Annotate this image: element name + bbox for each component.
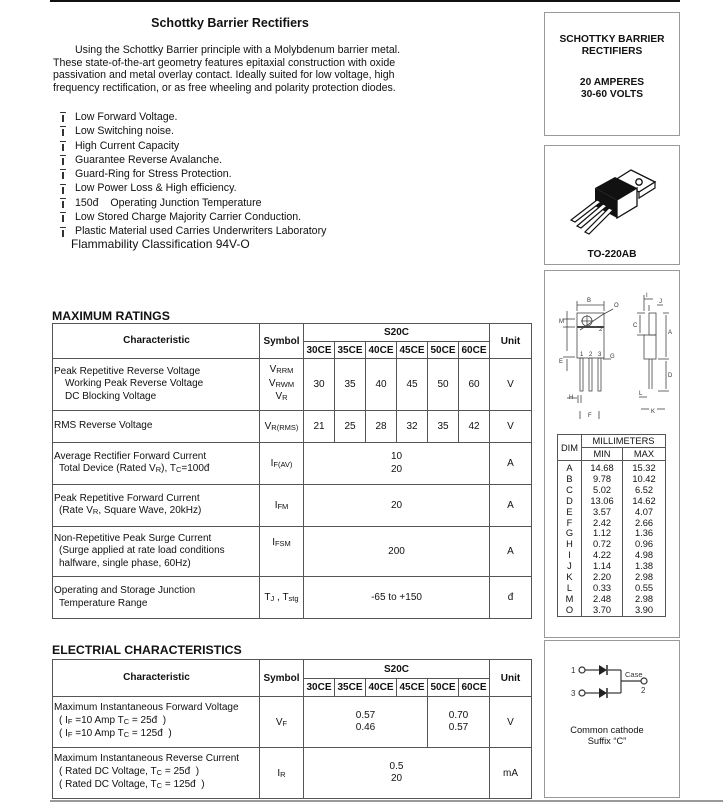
svg-text:K: K [651,409,656,415]
col-part: 60CE [459,342,490,359]
svg-text:F: F [588,413,592,419]
summary-line: 30-60 VOLTS [580,89,644,100]
feature-item [60,210,326,224]
min-cell: 2.48 [592,593,612,604]
min-cell: 13.06 [590,495,614,506]
dim-cell: A [566,463,573,473]
feature-list [60,110,326,239]
symbol-cell: $V_F$ [260,697,304,748]
min-cell: 2.20 [592,572,612,583]
value-cell: 0.57 0.46 [304,697,428,748]
symbol-cell: $V_{R(RMS)}$ [260,411,304,443]
bullet-icon [60,212,66,222]
schematic-box [544,640,680,798]
unit-cell: A [490,485,532,527]
caption-line: Suffix “C” [587,736,627,746]
value-cell: 200 [304,527,490,577]
dim-cell: F [566,517,573,528]
symbol-cell: $I_{FSM}$ [260,527,304,577]
summary-box [544,12,680,136]
value-cell: 60 [459,359,490,411]
intro-text: Using the Schottky Barrier principle with a Molybdenum barrier metal. These state-of-the-art geometry features epitaxial construction with oxide passivation and metal overlay contact. Ideally suited for low voltage, high frequency rectification, or as free wheeling and polarity protection diodes. [53,44,401,95]
char-text: ( $I_F =10$ Amp $T_C$ = 25đ ) [59,714,167,726]
bullet-icon [60,198,66,208]
feature-text: Plastic Material used Carries Underwriters Laboratory [75,225,327,238]
col-group: S20C [304,324,490,342]
table-row [53,359,532,411]
char-text: Average Rectifier Forward Current [54,450,207,462]
dim-cell: L [566,582,573,593]
unit-cell: A [490,527,532,577]
min-cell: 14.68 [590,463,614,473]
min-cell: 1.12 [592,528,612,539]
bottom-rule [50,800,723,802]
value-cell: 35 [428,411,459,443]
bullet-icon [60,184,66,194]
svg-text:O: O [614,303,619,309]
value-cell: 40 [366,359,397,411]
max-ratings-table [52,323,532,619]
char-text: Peak Repetitive Forward Current [54,492,200,504]
schematic-caption [547,725,667,747]
bullet-icon [60,126,66,136]
svg-text:C: C [633,323,638,329]
max-cell: 10.42 [632,473,656,484]
min-cell: 4.22 [592,550,612,561]
millimeters-header: MILLIMETERS [582,435,666,448]
char-text: Peak Repetitive Reverse Voltage [54,365,201,377]
svg-text:1: 1 [580,352,584,358]
value-cell: 28 [366,411,397,443]
summary-line: 20 AMPERES [579,77,645,88]
bullet-icon [60,112,66,122]
dim-cell: O [565,604,574,615]
char-text: ( Rated DC Voltage, $T_C$ = 125đ ) [59,779,205,791]
symbol-cell: $V_{RRM}$ $V_{RWM}$ $V_R$ [260,359,304,411]
max-cell: 4.07 [634,506,654,517]
max-header: MAX [623,448,666,461]
dim-cell: K [566,572,573,583]
min-cell: 3.57 [592,506,612,517]
table-row [53,527,532,577]
feature-item [60,153,326,167]
max-cell: 2.66 [634,517,654,528]
max-cell: 6.52 [634,484,654,495]
max-cell: 1.36 [634,528,654,539]
max-cell: 15.32 [632,463,656,473]
col-symbol: Symbol [260,324,304,359]
value-cell: 45 [397,359,428,411]
svg-text:J: J [659,299,662,305]
value-cell: 30 [304,359,335,411]
package-box [544,145,680,265]
value-cell: 32 [397,411,428,443]
svg-text:D: D [668,373,673,379]
top-rule [50,0,680,2]
svg-text:2: 2 [599,327,603,333]
col-part: 35CE [335,679,366,697]
summary-line: SCHOTTKY BARRIER [559,34,665,45]
symbol-cell: $I_{F(AV)}$ [260,443,304,485]
electrical-title: ELECTRIAL CHARACTERISTICS [52,643,242,657]
col-group: S20C [304,660,490,679]
char-text: halfware, single phase, 60Hz) [59,557,191,569]
table-row [53,443,532,485]
svg-text:E: E [559,359,564,365]
unit-cell: V [490,697,532,748]
bullet-icon [60,155,66,165]
feature-item [60,181,326,195]
svg-text:L: L [639,391,643,397]
char-text: (Surge applied at rate load conditions [59,545,225,557]
max-cell: 0.55 [634,582,654,593]
value-cell: 20 [304,485,490,527]
col-characteristic: Characteristic [53,324,260,359]
min-cell: 5.02 [592,484,612,495]
unit-cell: V [490,411,532,443]
col-unit: Unit [490,660,532,697]
intro-paragraph [53,44,425,95]
value-cell: 35 [335,359,366,411]
max-cell: 3.90 [634,604,654,615]
svg-text:1: 1 [571,666,576,675]
max-cell: 4.98 [634,550,654,561]
to220-package-icon [545,146,681,246]
col-part: 30CE [304,679,335,697]
col-part: 30CE [304,342,335,359]
feature-item [60,139,326,153]
svg-text:3: 3 [598,352,602,358]
dim-cell: M [565,593,574,604]
min-cell: 9.78 [592,473,612,484]
electrical-table [52,659,532,799]
char-text: ( $I_F =10$ Amp $T_C$ = 125đ ) [59,728,172,740]
col-part: 45CE [397,342,428,359]
col-part: 50CE [428,342,459,359]
dim-cell: I [568,550,571,561]
summary-line: RECTIFIERS [581,46,643,57]
bullet-icon [60,227,66,237]
common-cathode-diode-schematic-icon [555,659,675,719]
value-cell: -65 to +150 [304,577,490,619]
feature-text: Low Stored Charge Majority Carrier Conduction. [75,211,302,224]
package-dimension-drawing-icon [545,271,681,421]
max-cell: 1.38 [634,561,654,572]
value-cell: 0.70 0.57 [428,697,490,748]
value-cell: 42 [459,411,490,443]
char-text: ( Rated DC Voltage, $T_C$ = 25đ ) [59,765,200,777]
min-cell: 0.33 [592,582,612,593]
symbol-cell: $I_{FM}$ [260,485,304,527]
char-text: DC Blocking Voltage [65,390,157,402]
min-cell: 2.42 [592,517,612,528]
feature-text: 150đ Operating Junction Temperature [75,196,262,209]
dimension-row [558,461,666,617]
feature-item [60,110,326,124]
svg-text:G: G [610,354,615,360]
feature-text: Low Power Loss & High efficiency. [75,182,237,195]
char-text: Temperature Range [59,597,148,609]
table-row [53,577,532,619]
table-row [53,697,532,748]
min-header: MIN [582,448,623,461]
feature-text: Low Switching noise. [75,125,174,138]
dim-cell: G [565,528,574,539]
min-cell: 0.72 [592,539,612,550]
dim-cell: D [566,495,573,506]
dim-cell: H [566,539,573,550]
col-part: 40CE [366,342,397,359]
svg-text:A: A [668,330,673,336]
col-part: 35CE [335,342,366,359]
value-cell: 50 [428,359,459,411]
col-symbol: Symbol [260,660,304,697]
unit-cell: A [490,443,532,485]
dimensions-box [544,270,680,638]
dim-header: DIM [558,435,582,461]
value-cell: 10 20 [304,443,490,485]
svg-text:2: 2 [641,686,646,695]
char-text: Maximum Instantaneous Reverse Current [54,753,240,765]
table-row [53,485,532,527]
dimension-table [557,434,666,617]
char-text: Non-Repetitive Peak Surge Current [54,532,212,544]
char-text: Working Peak Reverse Voltage [65,378,204,390]
col-characteristic: Characteristic [53,660,260,697]
col-part: 45CE [397,679,428,697]
max-cell: 2.98 [634,572,654,583]
unit-cell: đ [490,577,532,619]
max-cell: 14.62 [632,495,656,506]
feature-text: High Current Capacity [75,139,180,152]
svg-text:B: B [587,298,592,304]
col-unit: Unit [490,324,532,359]
char-text: Operating and Storage Junction [54,585,196,597]
dim-cell: B [566,473,573,484]
svg-text:I: I [646,293,648,299]
max-cell: 2.98 [634,593,654,604]
dim-cell: C [566,484,573,495]
value-cell: 25 [335,411,366,443]
svg-text:2: 2 [589,352,593,358]
max-cell: 0.96 [634,539,654,550]
value-cell: 21 [304,411,335,443]
col-part: 40CE [366,679,397,697]
package-label: TO-220AB [587,249,637,260]
bullet-icon [60,169,66,179]
bullet-icon [60,141,66,151]
char-text: Total Device (Rated $V_R$), $T_C=100đ$ [59,463,210,474]
page-title: Schottky Barrier Rectifiers [151,16,309,30]
feature-item [60,196,326,210]
feature-text: Low Forward Voltage. [75,111,178,123]
col-part: 50CE [428,679,459,697]
char-text: (Rate $V_R$, Square Wave, 20kHz) [59,505,202,516]
unit-cell: V [490,359,532,411]
value-cell: 0.5 20 [304,748,490,799]
dim-cell: J [567,561,572,572]
flammability-note: Flammability Classification 94V-O [71,237,250,251]
table-row [53,411,532,443]
unit-cell: mA [490,748,532,799]
svg-text:H: H [569,395,574,401]
feature-item [60,124,326,138]
svg-text:3: 3 [571,689,576,698]
caption-line: Common cathode [570,725,644,735]
min-cell: 3.70 [592,604,612,615]
svg-text:Case: Case [625,670,643,679]
max-ratings-title: MAXIMUM RATINGS [52,309,170,323]
symbol-cell: $T_J$ , $T_{stg}$ [260,577,304,619]
schematic [555,659,675,759]
symbol-cell: $I_R$ [260,748,304,799]
min-cell: 1.14 [592,561,612,572]
table-row [53,748,532,799]
feature-text: Guard-Ring for Stress Protection. [75,168,232,181]
dim-cell: E [566,506,573,517]
char-text: Maximum Instantaneous Forward Voltage [54,702,239,714]
char-text: RMS Reverse Voltage [53,411,260,443]
svg-text:M: M [559,319,564,325]
feature-text: Guarantee Reverse Avalanche. [75,153,223,166]
feature-item [60,167,326,181]
col-part: 60CE [459,679,490,697]
